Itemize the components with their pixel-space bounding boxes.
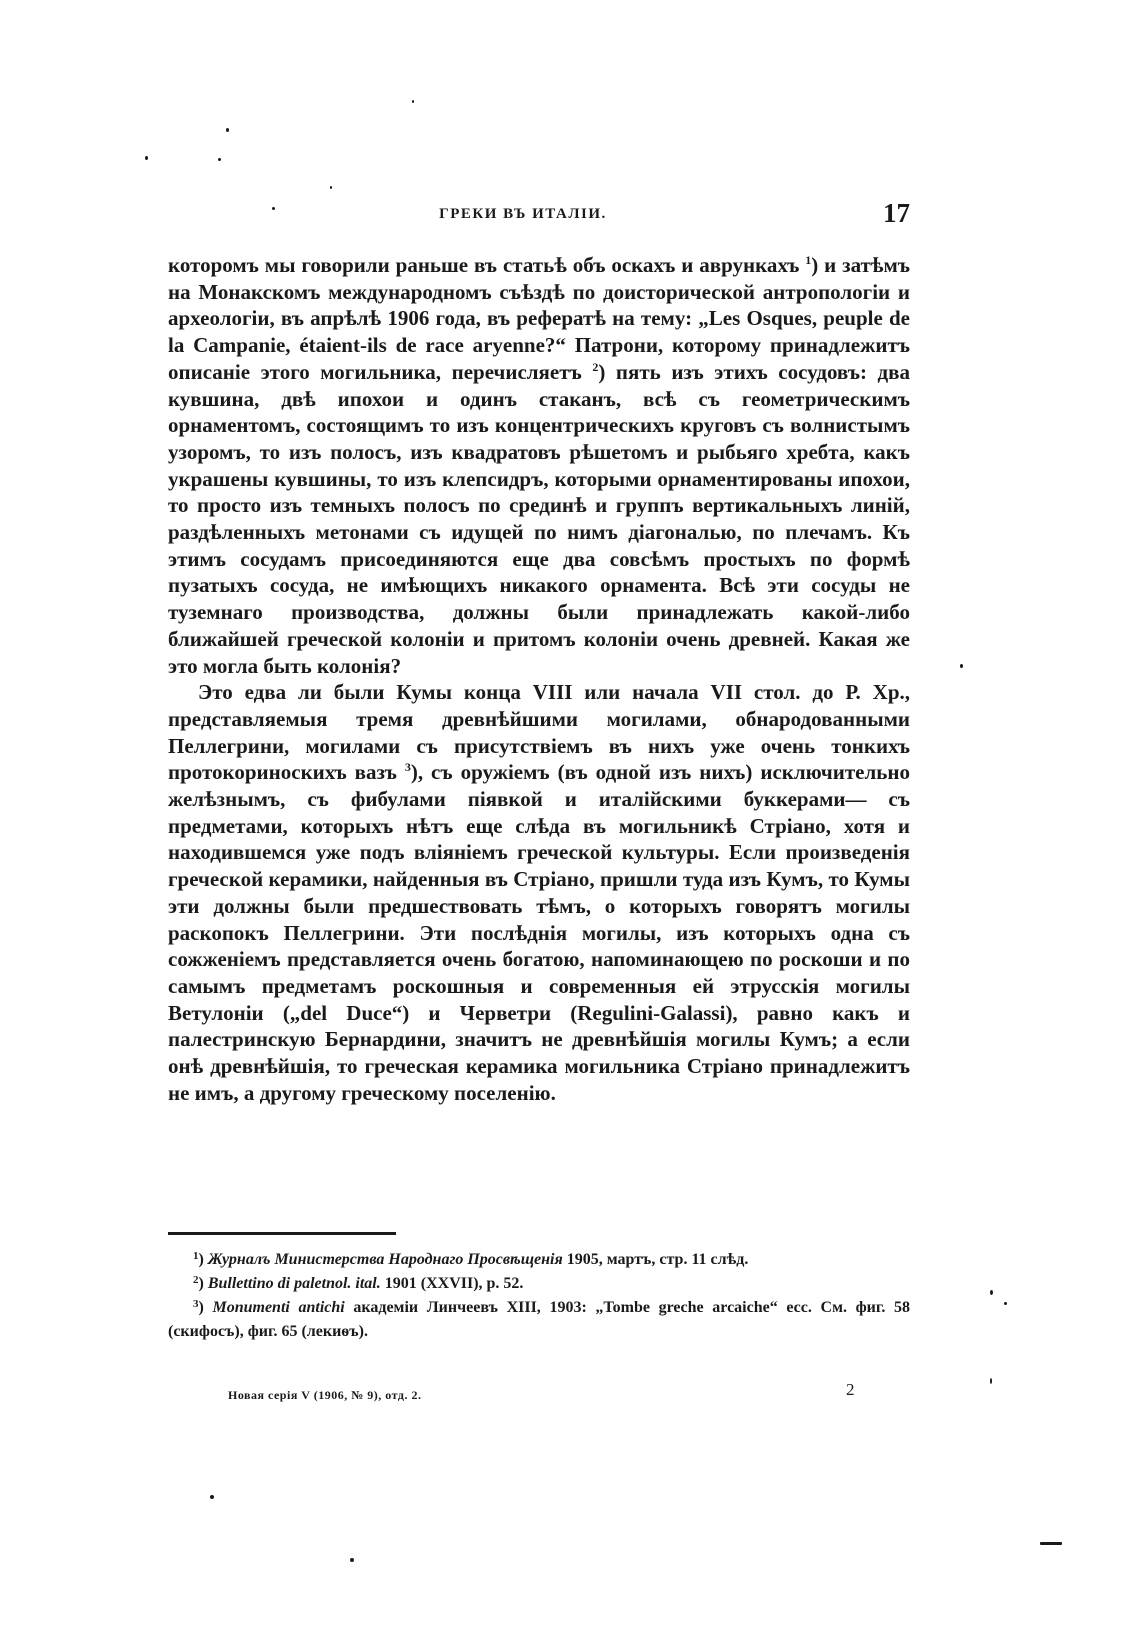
- footnote-2-title: Bullettino di paletnol. ital.: [207, 1275, 381, 1292]
- running-title: ГРЕКИ ВЪ ИТАЛІИ.: [439, 206, 607, 222]
- scan-speck: [960, 664, 963, 668]
- footnote-ref-1: 1: [805, 253, 812, 267]
- scan-speck: [330, 186, 332, 189]
- scan-speck: [350, 1558, 354, 1562]
- footnote-3-mark: 3: [193, 1298, 199, 1310]
- scan-speck: [412, 100, 414, 103]
- scan-speck: [145, 156, 148, 160]
- paragraph-1-part-c: ) пять изъ этихъ сосудовъ: два кувшина, двѣ ипохои и одинъ стаканъ, всѣ съ геометрическимъ орнаментомъ, состоящимъ то изъ концентрическихъ круговъ съ волнистымъ узоромъ, то изъ полосъ, изъ квадратовъ рѣшетомъ и рыбьяго хребта, какъ украшены кувшины, то изъ клепсидръ, которыми орнаментированы ипохои, то просто изъ темныхъ полосъ по срединѣ и группъ вертикальныхъ линій, раздѣленныхъ метонами съ идущей по нимъ діагональю, по плечамъ. Къ этимъ сосудамъ присоединяются еще два совсѣмъ простыхъ по формѣ пузатыхъ сосуда, не имѣющихъ никакого орнамента. Всѣ эти сосуды не туземнаго производства, должны были принадлежать какой-либо ближайшей греческой колоніи и притомъ колоніи очень древней. Какая же это могла быть колонія?: [168, 359, 911, 678]
- footnote-ref-2: 2: [592, 359, 599, 374]
- page-header: [168, 198, 918, 232]
- scan-speck: [990, 1290, 993, 1295]
- footnote-3-text: академіи Линчеевъ XIII, 1903: „Tombe greche arcaiche“ есс. См. фиг. 58 (скифосъ), фиг. 65 (лекиѳъ).: [168, 1299, 911, 1340]
- footnote-divider: [168, 1232, 396, 1235]
- paragraph-1: [168, 252, 910, 679]
- scan-speck: [1004, 1302, 1007, 1305]
- footnote-1: $^1$) Журналъ Министерства Народнаго Просвѣщенія 1905, мартъ, стр. 11 слѣд.: [193, 1250, 749, 1268]
- printer-signature: Новая серія V (1906, № 9), отд. 2.: [228, 1388, 422, 1402]
- scan-speck: [272, 207, 275, 210]
- paragraph-1-part-b: ) и затѣмъ на Монакскомъ международномъ съѣздѣ по доисторической антропологіи и археологіи, въ апрѣлѣ 1906 года, въ рефератѣ на тему: „Les Osques, peuple de la Campanie, étaient-ils de race aryenne?“ Патрони, которому принадлежитъ описаніе этого могильника, перечисляетъ: [168, 253, 910, 384]
- footnote-3: $^3$) Monumenti antichi академіи Линчеевъ XIII, 1903: „Tombe greche arcaiche“ есс. См. фиг. 58 (скифосъ), фиг. 65 (лекиѳъ).: [168, 1298, 911, 1340]
- footnote-ref-3: 3: [404, 760, 411, 775]
- footnote-2-text: 1901 (XXVII), p. 52.: [380, 1275, 524, 1292]
- page-number: 17: [883, 198, 910, 228]
- scan-speck: [218, 158, 221, 161]
- footnote-1-mark: 1: [193, 1250, 199, 1262]
- scan-speck: [226, 128, 229, 132]
- scan-speck: [210, 1495, 214, 1499]
- paragraph-2: [168, 679, 910, 1106]
- paragraph-2-part-b: ), съ оружіемъ (въ одной изъ нихъ) исключительно желѣзнымъ, съ фибулами піявкой и италійскими буккерами— съ предметами, которыхъ нѣтъ еще слѣда въ могильникѣ Стріано, хотя и находившемся уже подъ вліяніемъ греческой культуры. Если произведенія греческой керамики, найденныя въ Стріано, пришли туда изъ Кумъ, то Кумы эти должны были предшествовать тѣмъ, о которыхъ говорятъ могилы раскопокъ Пеллегрини. Эти послѣднія могилы, изъ которыхъ одна съ сожженіемъ представляется очень богатою, напоминающею по роскоши и по самымъ предметамъ роскошныя и современныя ей этрусскія могилы Ветулоніи („del Duce“) и Черветри (Regulini-Galassi), равно какъ и палестринскую Бернардини, значитъ не древнѣйшія могилы Кумъ; а если онѣ древнѣйшія, то греческая керамика могильника Стріано принадлежитъ не имъ, а другому греческому поселенію.: [168, 760, 910, 1105]
- paragraph-1-part-a: которомъ мы говорили раньше въ статьѣ объ оскахъ и аврункахъ: [168, 253, 806, 277]
- footnotes: [168, 1248, 910, 1344]
- scan-speck: [1040, 1542, 1062, 1545]
- footnote-1-title: Журналъ Министерства Народнаго Просвѣщенія: [207, 1251, 563, 1268]
- footnote-1-text: 1905, мартъ, стр. 11 слѣд.: [562, 1251, 749, 1268]
- scan-speck: [990, 1378, 992, 1384]
- body-text: [168, 252, 910, 1107]
- footnote-2-mark: 2: [193, 1274, 199, 1286]
- footnote-2: $^2$) Bullettino di paletnol. ital. 1901 (XXVII), p. 52.: [193, 1274, 524, 1292]
- footnote-3-title: Monumenti antichi: [212, 1299, 345, 1316]
- sheet-number: 2: [846, 1380, 855, 1399]
- paragraph-2-part-a: Это едва ли были Кумы конца VIII или начала VII стол. до Р. Хр., представляемыя тремя древнѣйшими могилами, обнародованными Пеллегрини, могилами съ присутствіемъ въ нихъ уже очень тонкихъ протокориноскихъ вазъ: [168, 680, 910, 785]
